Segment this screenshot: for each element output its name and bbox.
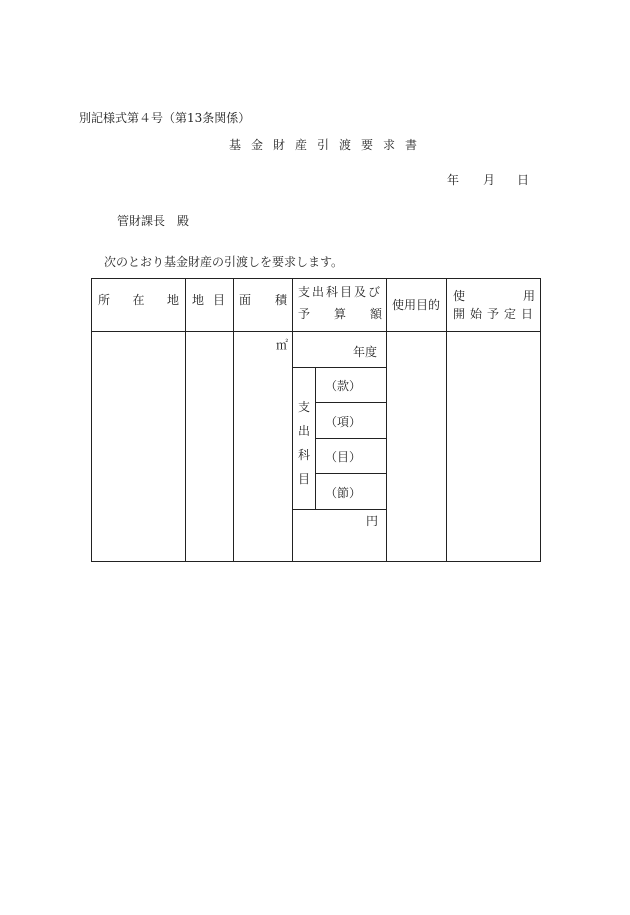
addressee-honorific: 殿 (177, 214, 190, 228)
date-month-label: 月 (483, 173, 496, 187)
currency-unit: 円 (366, 514, 379, 528)
date-year-label: 年 (447, 173, 460, 187)
header-location: 所 在 地 (98, 293, 179, 307)
header-area: 面 積 (239, 293, 287, 307)
header-start-line2: 開始予定日 (453, 307, 539, 321)
header-purpose: 使用目的 (392, 298, 441, 312)
header-expenditure-line1: 支出科目及び (298, 285, 383, 299)
document-title: 基金財産引渡要求書 (229, 138, 428, 152)
expenditure-item-moku: （目） (325, 450, 362, 464)
transfer-table (91, 278, 541, 562)
fiscal-year-label: 年度 (353, 345, 378, 359)
addressee (117, 212, 189, 229)
expenditure-item-kan: （款） (325, 379, 362, 393)
area-unit: ㎡ (276, 338, 289, 352)
header-land-category: 地 目 (192, 293, 225, 307)
expenditure-item-kou: （項） (325, 415, 362, 429)
header-start-line1: 使 用 (453, 289, 535, 303)
date-day-label: 日 (517, 173, 530, 187)
form-number: 別記様式第４号（第13条関係） (79, 111, 251, 125)
expenditure-item-setsu: （節） (325, 486, 362, 500)
header-budget-amount: 予 算 額 (298, 307, 382, 321)
addressee-name: 管財課長 (117, 214, 166, 228)
expenditure-side-label: 支 出 科 目 (297, 400, 310, 486)
request-text: 次のとおり基金財産の引渡しを要求します。 (104, 255, 344, 269)
